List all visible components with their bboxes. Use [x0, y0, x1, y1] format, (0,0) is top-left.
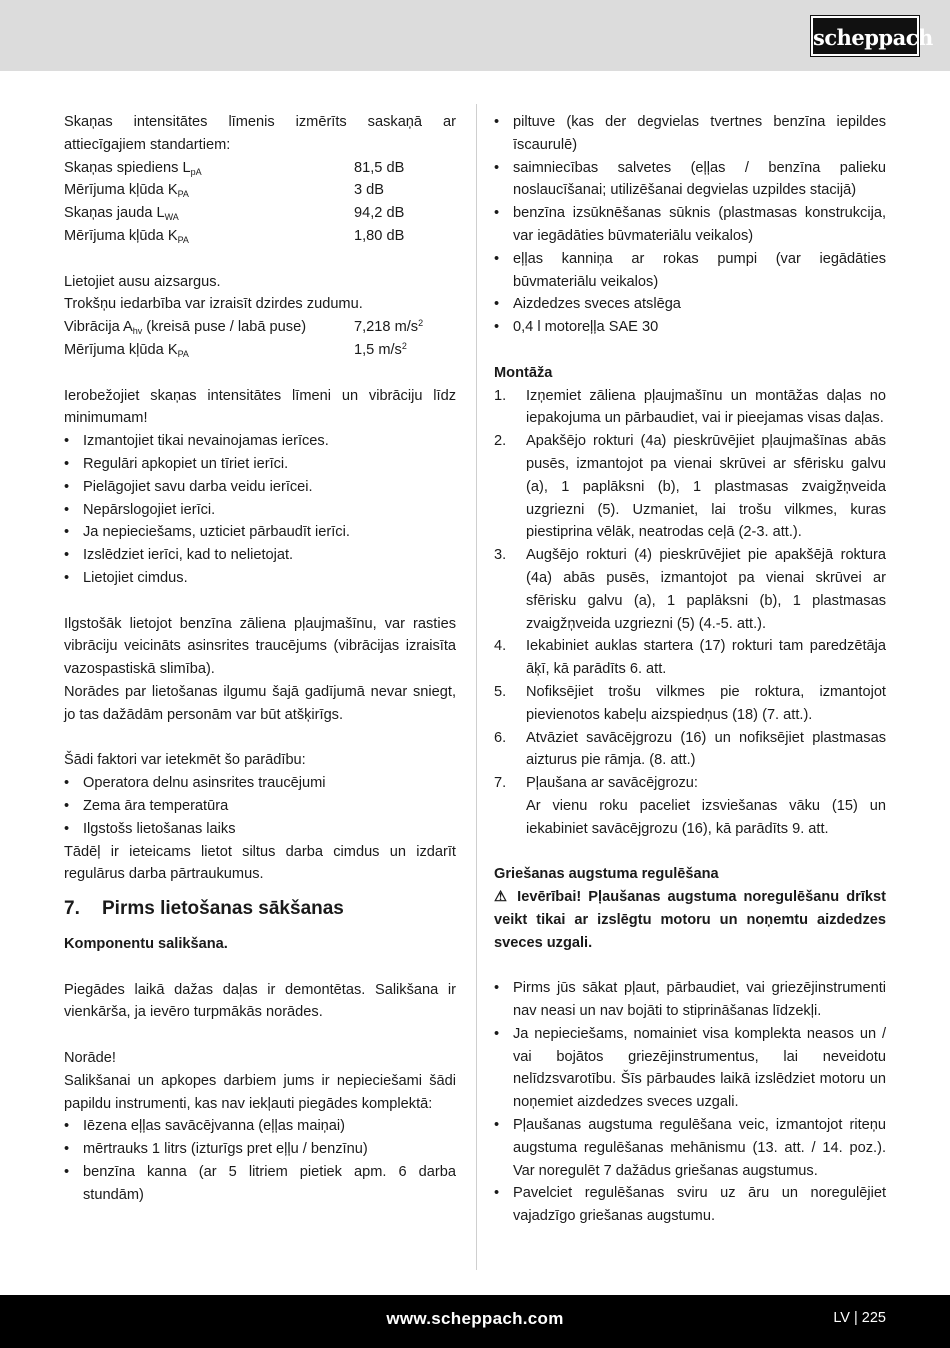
limit-intro: Ierobežojiet skaņas intensitātes līmeni un vibrāciju līdz minimumam!: [64, 387, 456, 427]
footer-url: www.scheppach.com: [386, 1309, 564, 1328]
sound-intro: Skaņas intensitātes līmenis izmērīts saskaņā ar attiecīgajiem standartiem:: [64, 114, 456, 153]
page-header-bar: [0, 0, 950, 71]
list-item: • mērtrauks 1 litrs (izturīgs pret eļļu / benzīnu): [64, 1138, 456, 1161]
limit-list: [64, 430, 456, 590]
sound-measurements: [64, 157, 456, 248]
list-item: • Ja nepieciešams, uzticiet pārbaudīt ierīci.: [64, 521, 456, 544]
list-item: • Aizdedzes sveces atslēga: [494, 293, 886, 316]
list-item: • Ja nepieciešams, nomainiet visa komplekta neasos un / vai bojātos griezējinstrumentus, lai neveidotu nelīdzsvarotību. Šīs pārbaudes laikā izslēdziet motoru un noņemiet aizdedzes sveces uzgali.: [494, 1023, 886, 1114]
ear-protection-text: Lietojiet ausu aizsargus.: [64, 273, 221, 290]
section-title: Pirms lietošanas sākšanas: [102, 898, 344, 920]
assembly-steps: [494, 385, 886, 841]
list-item: 5. Nofiksējiet trošu vilkmes pie roktura, izmantojot pievienotos kabeļu aizspiedņus (18) (7. att.).: [494, 683, 886, 723]
tools-list: [64, 1115, 456, 1206]
column-divider: [476, 104, 477, 1270]
list-item: • Izslēdziet ierīci, kad to nelietojat.: [64, 544, 456, 567]
warning-triangle-icon: ⚠: [494, 889, 511, 906]
list-item: • benzīna kanna (ar 5 litriem pietiek apm. 6 darba stundām): [64, 1161, 456, 1207]
vibration-error-row: Mērījuma kļūda $K_{PA}$ 1,5 $m/s^2$: [64, 340, 407, 359]
duration-note: Norādes par lietošanas ilgumu šajā gadījumā nevar sniegt, jo tas dažādām personām var būt atšķirīgs.: [64, 683, 456, 723]
noise-warning-text: Trokšņu iedarbība var izraisīt dzirdes zudumu.: [64, 296, 363, 313]
list-item: • Pirms jūs sākat pļaut, pārbaudiet, vai griezējinstrumenti nav neasi un nav bojāti to stiprināšanas līdzekļi.: [494, 977, 886, 1023]
gloves-note: Tādēļ ir ieteicams lietot siltus darba cimdus un izdarīt regulārus darba pārtraukumus.: [64, 843, 456, 883]
list-item: 6. Atvāziet savācējgrozu (16) un nofiksējiet plastmasas aizturus pie rāmja. (8. att.): [494, 729, 886, 769]
list-item: 2. Apakšējo rokturi (4a) pieskrūvējiet pļaujmašīnas abās pusēs, izmantojot pa vienai skrūvei ar sfērisku galvu (a), 1 paplāksni (b), 1 plastmasas zvaigžņveida uzgriezni (5). Uzmaniet, lai trošu vilkmes, kuras piestiprina vēlāk, neatrodas ceļā (2-3. att.).: [494, 433, 886, 541]
vibration-row: Vibrācija $A_{hv}$ (kreisā puse / labā puse) 7,218 $m/s^2$: [64, 318, 424, 337]
components-heading: Komponentu salikšana.: [64, 936, 228, 953]
measurement-row: Mērījuma kļūda $K_{PA}$ 3 dB: [64, 182, 385, 200]
list-item: • benzīna izsūknēšanas sūknis (plastmasas konstrukcija, var iegādāties būvmateriālu veikalos): [494, 202, 886, 248]
step7-continuation: Ar vienu roku paceliet izsviešanas vāku (15) un iekabiniet savācējgrozu (16), kā parādīts 9. att.: [526, 797, 886, 837]
height-warning: ⚠ Ievērībai! Pļaušanas augstuma noregulēšanu drīkst veikt tikai ar izslēgtu motoru un noņemtu aizdedzes sveces uzgali.: [494, 889, 887, 951]
list-item: • Iēzena eļļas savācējvanna (eļļas maiņai): [64, 1115, 456, 1138]
note-label: Norāde!: [64, 1050, 116, 1067]
list-item: • Operatora delnu asinsrites traucējumi: [64, 772, 456, 795]
list-item: • Nepārslogojiet ierīci.: [64, 499, 456, 522]
right-column: [494, 111, 886, 1228]
list-item: 4. Iekabiniet auklas startera (17) rokturi tam paredzētāja āķī, kā parādīts 6. att.: [494, 638, 886, 678]
list-item: 3. Augšējo rokturi (4) pieskrūvējiet pie apakšējā roktura (4a) abās pusēs, izmantojot pa vienai skrūvei ar sfērisku galvu (a), 1 paplāksni (b), 1 plastmasas zvaigžņveida uzgriezni (5) (4.-5. att.).: [494, 547, 886, 632]
assembly-heading: Montāža: [494, 364, 553, 381]
list-item: • Izmantojiet tikai nevainojamas ierīces.: [64, 430, 456, 453]
list-item: • Lietojiet cimdus.: [64, 567, 456, 590]
list-item: • Ilgstošs lietošanas laiks: [64, 818, 456, 841]
measurement-row: Skaņas spiediens $L_{pA}$ 81,5 dB: [64, 159, 405, 177]
list-item: • Pielāgojiet savu darba veidu ierīcei.: [64, 476, 456, 499]
list-item: • Pļaušanas augstuma regulēšana veic, izmantojot riteņu augstuma regulēšanas mehānismu (13. att. / 14. poz.). Var noregulēt 7 dažādus griešanas augstumus.: [494, 1114, 886, 1182]
page-number: LV | 225: [833, 1310, 886, 1326]
list-item: • Zema āra temperatūra: [64, 795, 456, 818]
list-item: • Pavelciet regulēšanas sviru uz āru un noregulējiet vajadzīgo griešanas augstumu.: [494, 1182, 886, 1228]
tools-intro: Salikšanai un apkopes darbiem jums ir nepieciešami šādi papildu instrumenti, kas nav iekļauti piegādes komplektā:: [64, 1072, 456, 1112]
page-footer: [0, 1295, 950, 1348]
list-item: 7. Pļaušana ar savācējgrozu: Ar vienu roku paceliet izsviešanas vāku (15) un iekabiniet savācējgrozu (16), kā parādīts 9. att.: [494, 775, 886, 837]
scheppach-logo: scheppach: [811, 16, 919, 56]
left-column: [64, 111, 456, 1207]
measurement-row: Mērījuma kļūda $K_{PA}$ 1,80 dB: [64, 227, 405, 245]
height-list: [494, 977, 886, 1228]
list-item: • eļļas kanniņa ar rokas pumpi (var iegādāties būvmateriālu veikalos): [494, 248, 886, 294]
delivery-note: Piegādes laikā dažas daļas ir demontētas. Salikšana ir vienkārša, ja ievēro turpmākās norādes.: [64, 981, 456, 1021]
list-item: • Regulāri apkopiet un tīriet ierīci.: [64, 453, 456, 476]
height-heading: Griešanas augstuma regulēšana: [494, 866, 719, 883]
long-use-text: Ilgstošāk lietojot benzīna zāliena pļaujmašīnu, var rasties vibrāciju veicināts asinsrites traucējums (vibrācijas izraisīta vazospastiskā slimība).: [64, 615, 456, 678]
section-heading: [64, 896, 456, 922]
measurement-row: Skaņas jauda $L_{WA}$ 94,2 dB: [64, 205, 405, 223]
list-item: 1. Izņemiet zāliena pļaujmašīnu un montāžas daļas no iepakojuma un pārbaudiet, vai ir pieejamas visas daļas.: [494, 387, 886, 427]
section-number: 7.: [64, 898, 80, 920]
factors-list: [64, 772, 456, 840]
list-item: • piltuve (kas der degvielas tvertnes benzīna iepildes īscaurulē): [494, 111, 886, 157]
list-item: • saimniecības salvetes (eļļas / benzīna palieku noslaucīšanai; utilizēšanai degvielas uzpildes stacijā): [494, 157, 886, 203]
tools-list-continued: [494, 111, 886, 339]
list-item: • 0,4 l motoreļļa SAE 30: [494, 316, 886, 339]
factors-intro: Šādi faktori var ietekmēt šo parādību:: [64, 752, 306, 769]
